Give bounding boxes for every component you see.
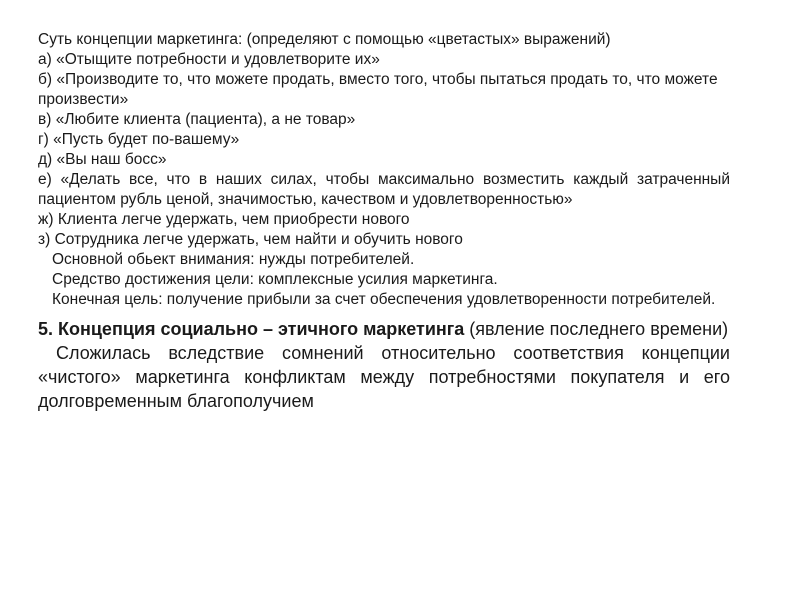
goal-text-content: Конечная цель: получение прибыли за счет обеспечения удовлетворенности потребителей. <box>52 291 716 308</box>
means-text: Средство достижения цели: комплексные усилия маркетинга. <box>52 271 498 288</box>
list-item-e: е) «Делать все, что в наших силах, чтобы максимально возместить каждый затраченный пациентом рубль ценой, значимостью, качеством и удовлетворенностью» <box>38 171 730 208</box>
list-item-a: а) «Отыщите потребности и удовлетворите их» <box>38 51 380 68</box>
list-item-b: б) «Производите то, что можете продать, вместо того, чтобы пытаться продать то, что можете произвести» <box>38 71 718 108</box>
list-item-d: д) «Вы наш босс» <box>38 151 167 168</box>
goal-text <box>38 290 730 310</box>
list-item-v: в) «Любите клиента (пациента), а не товар» <box>38 111 356 128</box>
section5-subtitle: (явление последнего времени) <box>464 319 729 339</box>
slide-content <box>38 30 730 413</box>
intro-text: Суть концепции маркетинга: (определяют с помощью «цветастых» выражений) <box>38 31 611 48</box>
section5-body-text: Сложилась вследствие сомнений относительно соответствия концепции «чистого» маркетинга конфликтам между потребностями покупателя и его долговременным благополучием <box>38 343 730 411</box>
section5-title: 5. Концепция социально – этичного маркетинга <box>38 319 465 339</box>
list-item-g: г) «Пусть будет по-вашему» <box>38 131 240 148</box>
list-item-z: з) Сотрудника легче удержать, чем найти и обучить нового <box>38 231 463 248</box>
section5-heading <box>38 317 730 341</box>
section5-body <box>38 341 730 413</box>
focus-text: Основной обьект внимания: нужды потребителей. <box>52 251 415 268</box>
list-item-zh: ж) Клиента легче удержать, чем приобрести нового <box>38 211 410 228</box>
